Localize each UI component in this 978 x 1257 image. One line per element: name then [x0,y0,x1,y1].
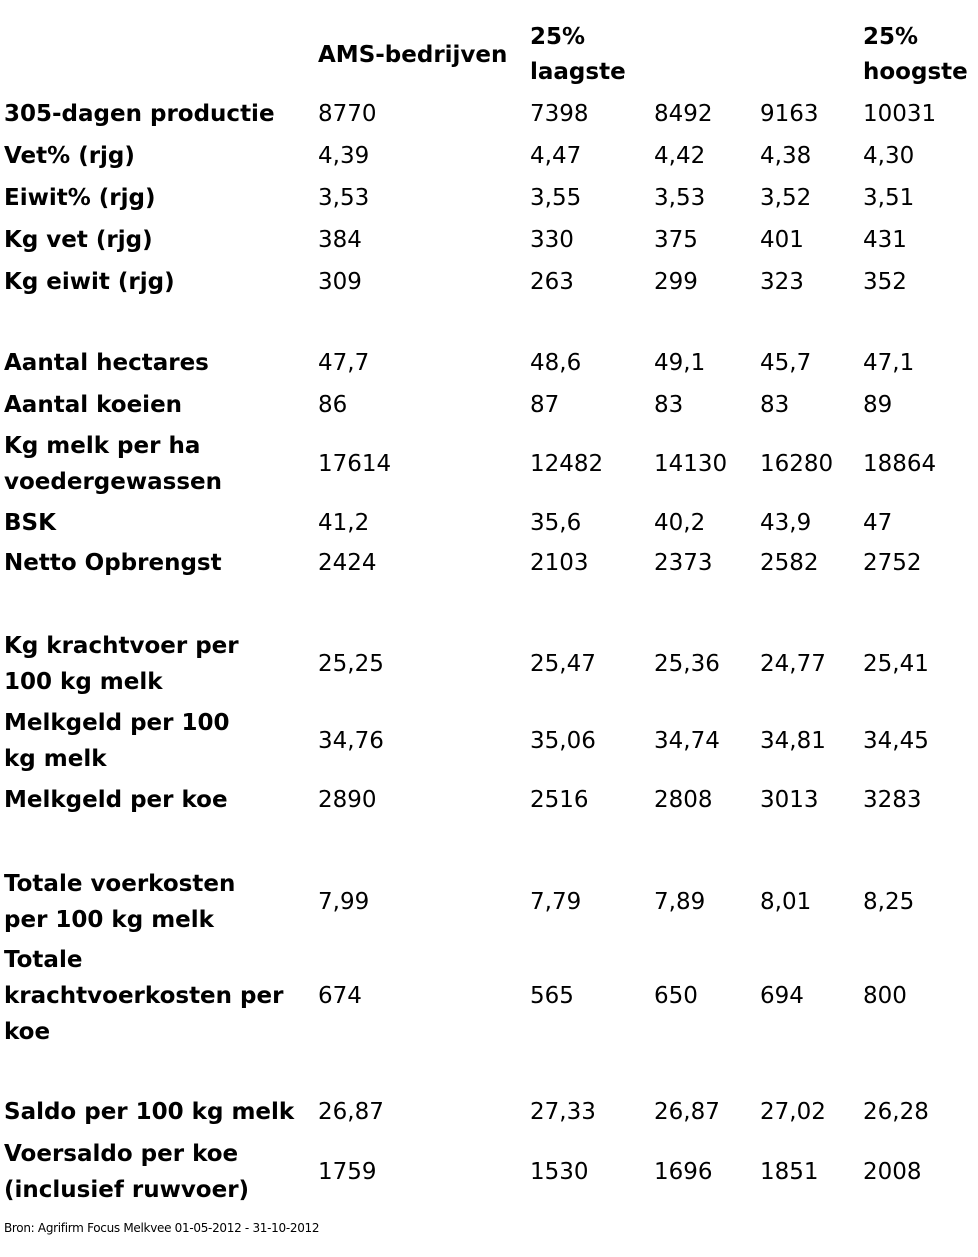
row-value: 25,25 [318,651,384,677]
row-value: 401 [760,227,804,253]
row-value: 17614 [318,451,392,477]
row-value: 49,1 [654,350,706,376]
row-label: Kg melk per ha voedergewassen [4,433,222,495]
row-value: 2752 [863,550,922,576]
row-value: 12482 [530,451,604,477]
row-value: 25,47 [530,651,596,677]
row-label: Aantal hectares [4,350,209,376]
row-label: Kg eiwit (rjg) [4,269,175,295]
row-value: 1851 [760,1159,819,1185]
source-note: Bron: Agrifirm Focus Melkvee 01-05-2012 - 31-10-2012 [4,1221,320,1235]
row-value: 9163 [760,101,819,127]
row-value: 8770 [318,101,377,127]
row-value: 3013 [760,787,819,813]
header-lowest: 25% laagste [530,24,626,85]
row-value: 47,7 [318,350,370,376]
row-label: Kg krachtvoer per 100 kg melk [4,633,239,695]
row-value: 27,02 [760,1099,826,1125]
row-value: 2890 [318,787,377,813]
header-row [0,20,978,92]
row-value: 565 [530,983,574,1009]
row-value: 375 [654,227,698,253]
table-row [0,428,978,500]
row-value: 2516 [530,787,589,813]
row-value: 263 [530,269,574,295]
row-value: 7,79 [530,889,582,915]
row-value: 16280 [760,451,834,477]
row-value: 7,89 [654,889,706,915]
row-label: Netto Opbrengst [4,550,222,576]
row-label: Totale voerkosten per 100 kg melk [4,871,236,933]
row-label: Melkgeld per 100 kg melk [4,710,230,772]
table-row [0,96,978,132]
table-row [0,138,978,174]
row-value: 4,30 [863,143,915,169]
table-row [0,1094,978,1130]
row-value: 800 [863,983,907,1009]
row-value: 1530 [530,1159,589,1185]
row-value: 3,53 [318,185,370,211]
table-row [0,222,978,258]
row-value: 384 [318,227,362,253]
table-row [0,180,978,216]
row-value: 24,77 [760,651,826,677]
row-value: 352 [863,269,907,295]
row-value: 47,1 [863,350,915,376]
row-value: 26,28 [863,1099,929,1125]
table-row [0,345,978,381]
row-value: 8,01 [760,889,812,915]
row-value: 4,47 [530,143,582,169]
row-value: 35,6 [530,510,582,536]
row-value: 34,81 [760,728,826,754]
row-value: 3283 [863,787,922,813]
row-value: 83 [760,392,790,418]
table-row [0,505,978,541]
row-value: 694 [760,983,804,1009]
row-value: 25,41 [863,651,929,677]
row-value: 2808 [654,787,713,813]
table-row [0,264,978,300]
row-value: 87 [530,392,560,418]
table-row [0,782,978,818]
table-row [0,1136,978,1208]
row-value: 34,76 [318,728,384,754]
row-value: 34,45 [863,728,929,754]
row-value: 1696 [654,1159,713,1185]
row-value: 3,51 [863,185,915,211]
row-value: 35,06 [530,728,596,754]
row-label: 305-dagen productie [4,101,275,127]
row-label: Totale krachtvoerkosten per koe [4,947,284,1045]
row-value: 14130 [654,451,728,477]
row-value: 431 [863,227,907,253]
row-value: 10031 [863,101,937,127]
row-label: Voersaldo per koe (inclusief ruwvoer) [4,1141,250,1203]
table-row [0,387,978,423]
row-value: 309 [318,269,362,295]
row-value: 2424 [318,550,377,576]
table-row [0,628,978,700]
table-row [0,545,978,581]
row-label: BSK [4,510,56,536]
row-value: 650 [654,983,698,1009]
row-value: 4,39 [318,143,370,169]
row-label: Vet% (rjg) [4,143,135,169]
row-value: 25,36 [654,651,720,677]
row-value: 86 [318,392,348,418]
row-value: 3,53 [654,185,706,211]
row-value: 2373 [654,550,713,576]
row-value: 3,55 [530,185,582,211]
table-row [0,866,978,938]
row-value: 3,52 [760,185,812,211]
row-value: 8492 [654,101,713,127]
row-label: Aantal koeien [4,392,183,418]
row-value: 45,7 [760,350,812,376]
row-value: 674 [318,983,362,1009]
row-label: Eiwit% (rjg) [4,185,156,211]
row-value: 47 [863,510,893,536]
row-value: 7398 [530,101,589,127]
table-row [0,705,978,777]
row-value: 34,74 [654,728,720,754]
row-value: 299 [654,269,698,295]
row-label: Melkgeld per koe [4,787,228,813]
row-value: 83 [654,392,684,418]
table-row [0,942,978,1050]
row-label: Kg vet (rjg) [4,227,153,253]
row-value: 4,38 [760,143,812,169]
row-value: 323 [760,269,804,295]
row-value: 89 [863,392,893,418]
row-value: 1759 [318,1159,377,1185]
row-value: 26,87 [318,1099,384,1125]
row-value: 26,87 [654,1099,720,1125]
row-value: 2582 [760,550,819,576]
row-value: 4,42 [654,143,706,169]
row-label: Saldo per 100 kg melk [4,1099,295,1125]
header-highest: 25% hoogste [863,24,968,85]
row-value: 8,25 [863,889,915,915]
row-value: 41,2 [318,510,370,536]
row-value: 7,99 [318,889,370,915]
row-value: 48,6 [530,350,582,376]
row-value: 2008 [863,1159,922,1185]
row-value: 18864 [863,451,937,477]
row-value: 43,9 [760,510,812,536]
header-ams: AMS-bedrijven [318,42,508,68]
row-value: 2103 [530,550,589,576]
row-value: 40,2 [654,510,706,536]
row-value: 27,33 [530,1099,596,1125]
row-value: 330 [530,227,574,253]
